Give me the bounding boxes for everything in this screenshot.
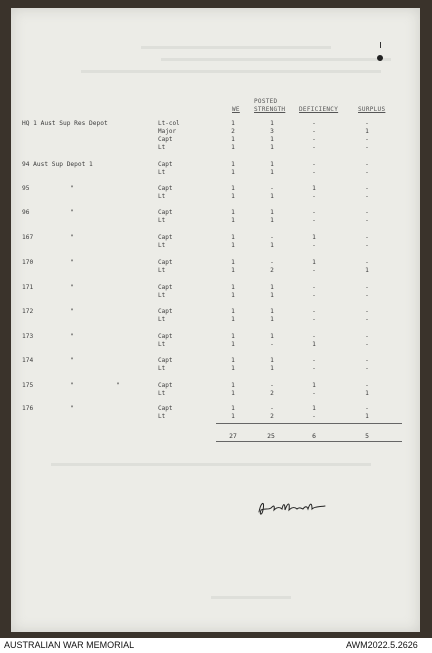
rank-label: Capt (158, 185, 173, 192)
cell-sur: - (365, 341, 369, 348)
unit-name: 171 (22, 284, 34, 291)
rank-label: Lt (158, 413, 166, 420)
cell-str: 1 (270, 365, 274, 372)
rank-label: Capt (158, 234, 173, 241)
unit-name: 174 (22, 357, 34, 364)
cell-def: 1 (312, 382, 316, 389)
cell-we: 2 (231, 128, 235, 135)
faded-text-line (161, 58, 391, 61)
cell-we: 1 (231, 292, 235, 299)
cell-sur: 1 (365, 413, 369, 420)
ditto-mark: " (70, 259, 74, 266)
total-surplus: 5 (365, 432, 369, 440)
cell-def: - (312, 161, 316, 168)
cell-def: - (312, 292, 316, 299)
cell-def: 1 (312, 234, 316, 241)
unit-name: 170 (22, 259, 34, 266)
rank-label: Lt (158, 390, 166, 397)
faded-stamp (211, 596, 291, 599)
faded-text-line (81, 70, 381, 73)
cell-sur: - (365, 169, 369, 176)
cell-sur: - (365, 308, 369, 315)
cell-def: - (312, 413, 316, 420)
cell-str: 2 (270, 267, 274, 274)
cell-we: 1 (231, 357, 235, 364)
cell-sur: - (365, 259, 369, 266)
cell-sur: - (365, 405, 369, 412)
cell-def: - (312, 193, 316, 200)
header-posted: POSTED (254, 98, 278, 105)
cell-str: 1 (270, 161, 274, 168)
cell-def: - (312, 128, 316, 135)
cell-we: 1 (231, 120, 235, 127)
header-deficiency: DEFICIENCY (299, 106, 339, 113)
cell-str: 1 (270, 357, 274, 364)
cell-sur: - (365, 144, 369, 151)
ditto-mark: " (70, 185, 74, 192)
cell-str: 1 (270, 242, 274, 249)
totals-rule-top (216, 423, 402, 424)
cell-def: - (312, 120, 316, 127)
cell-sur: - (365, 382, 369, 389)
cell-we: 1 (231, 161, 235, 168)
cell-str: 2 (270, 390, 274, 397)
total-strength: 25 (267, 432, 275, 440)
cell-def: - (312, 209, 316, 216)
ditto-mark: " (70, 308, 74, 315)
cell-sur: 1 (365, 128, 369, 135)
cell-we: 1 (231, 413, 235, 420)
archive-footer (0, 638, 432, 653)
totals-rule-bottom (216, 441, 402, 442)
unit-name: 175 (22, 382, 34, 389)
cell-we: 1 (231, 284, 235, 291)
rank-label: Capt (158, 136, 173, 143)
rank-label: Lt (158, 217, 166, 224)
cell-sur: - (365, 242, 369, 249)
cell-def: - (312, 242, 316, 249)
cell-def: - (312, 169, 316, 176)
cell-str: - (270, 185, 274, 192)
rank-label: Capt (158, 161, 173, 168)
cell-we: 1 (231, 185, 235, 192)
cell-def: 1 (312, 405, 316, 412)
cell-str: 1 (270, 316, 274, 323)
total-we: 27 (229, 432, 237, 440)
rank-label: Lt (158, 267, 166, 274)
cell-we: 1 (231, 209, 235, 216)
cell-sur: - (365, 234, 369, 241)
ink-blot (377, 55, 383, 61)
unit-name: 172 (22, 308, 34, 315)
cell-str: 1 (270, 169, 274, 176)
cell-def: - (312, 333, 316, 340)
footer-reference: AWM2022.5.2626 (346, 640, 418, 650)
rank-label: Lt (158, 341, 166, 348)
footer-institution: AUSTRALIAN WAR MEMORIAL (4, 640, 135, 650)
ditto-mark: " (70, 234, 74, 241)
rank-label: Capt (158, 209, 173, 216)
rank-label: Lt (158, 144, 166, 151)
ditto-mark: " (70, 284, 74, 291)
cell-we: 1 (231, 341, 235, 348)
cell-we: 1 (231, 144, 235, 151)
unit-name: 176 (22, 405, 34, 412)
ink-mark (380, 42, 381, 48)
cell-we: 1 (231, 193, 235, 200)
cell-sur: - (365, 185, 369, 192)
cell-we: 1 (231, 136, 235, 143)
cell-def: - (312, 144, 316, 151)
unit-name: 94 Aust Sup Depot 1 (22, 161, 93, 168)
cell-str: 1 (270, 136, 274, 143)
rank-label: Capt (158, 308, 173, 315)
cell-sur: 1 (365, 390, 369, 397)
ditto-mark: " (70, 405, 74, 412)
header-strength: STRENGTH (254, 106, 286, 113)
cell-we: 1 (231, 382, 235, 389)
cell-def: - (312, 136, 316, 143)
cell-str: 3 (270, 128, 274, 135)
cell-we: 1 (231, 169, 235, 176)
unit-name: 167 (22, 234, 34, 241)
faded-text-line (141, 46, 331, 49)
cell-sur: - (365, 333, 369, 340)
cell-def: 1 (312, 185, 316, 192)
unit-name: HQ 1 Aust Sup Res Depot (22, 120, 108, 127)
cell-sur: - (365, 357, 369, 364)
ditto-mark: " (70, 333, 74, 340)
cell-sur: - (365, 365, 369, 372)
cell-def: - (312, 357, 316, 364)
cell-str: 1 (270, 217, 274, 224)
rank-label: Lt (158, 292, 166, 299)
rank-label: Capt (158, 405, 173, 412)
cell-def: - (312, 390, 316, 397)
rank-label: Lt (158, 365, 166, 372)
ditto-mark: " (70, 357, 74, 364)
handwritten-signature (255, 498, 335, 520)
rank-label: Capt (158, 284, 173, 291)
unit-name: 95 (22, 185, 30, 192)
cell-we: 1 (231, 259, 235, 266)
rank-label: Major (158, 128, 177, 135)
unit-name: 96 (22, 209, 30, 216)
rank-label: Capt (158, 357, 173, 364)
cell-def: - (312, 267, 316, 274)
cell-str: 2 (270, 413, 274, 420)
unit-name: 173 (22, 333, 34, 340)
cell-sur: - (365, 292, 369, 299)
ditto-mark: " (116, 382, 120, 389)
cell-str: 1 (270, 292, 274, 299)
cell-def: - (312, 316, 316, 323)
cell-def: 1 (312, 341, 316, 348)
rank-label: Lt (158, 316, 166, 323)
cell-sur: - (365, 161, 369, 168)
ditto-mark: " (70, 209, 74, 216)
cell-str: 1 (270, 333, 274, 340)
rank-label: Lt-col (158, 120, 180, 127)
cell-sur: - (365, 193, 369, 200)
header-we: WE (232, 106, 240, 113)
cell-sur: - (365, 136, 369, 143)
cell-def: - (312, 308, 316, 315)
rank-label: Capt (158, 259, 173, 266)
cell-sur: - (365, 284, 369, 291)
cell-str: 1 (270, 193, 274, 200)
cell-def: - (312, 365, 316, 372)
cell-str: - (270, 234, 274, 241)
cell-str: 1 (270, 120, 274, 127)
cell-sur: - (365, 120, 369, 127)
cell-we: 1 (231, 333, 235, 340)
cell-we: 1 (231, 390, 235, 397)
cell-we: 1 (231, 267, 235, 274)
cell-str: 1 (270, 209, 274, 216)
cell-str: 1 (270, 308, 274, 315)
total-deficiency: 6 (312, 432, 316, 440)
cell-def: - (312, 284, 316, 291)
cell-we: 1 (231, 308, 235, 315)
cell-sur: - (365, 316, 369, 323)
cell-sur: 1 (365, 267, 369, 274)
cell-str: - (270, 405, 274, 412)
cell-sur: - (365, 217, 369, 224)
cell-def: 1 (312, 259, 316, 266)
cell-str: - (270, 382, 274, 389)
rank-label: Capt (158, 333, 173, 340)
cell-str: - (270, 259, 274, 266)
faded-text-line (51, 463, 371, 466)
cell-sur: - (365, 209, 369, 216)
cell-we: 1 (231, 405, 235, 412)
cell-we: 1 (231, 365, 235, 372)
rank-label: Lt (158, 169, 166, 176)
cell-we: 1 (231, 217, 235, 224)
cell-we: 1 (231, 316, 235, 323)
rank-label: Lt (158, 242, 166, 249)
cell-str: - (270, 341, 274, 348)
cell-str: 1 (270, 144, 274, 151)
cell-we: 1 (231, 242, 235, 249)
cell-str: 1 (270, 284, 274, 291)
cell-we: 1 (231, 234, 235, 241)
header-surplus: SURPLUS (358, 106, 386, 113)
ditto-mark: " (70, 382, 74, 389)
cell-def: - (312, 217, 316, 224)
rank-label: Lt (158, 193, 166, 200)
rank-label: Capt (158, 382, 173, 389)
document-page (11, 8, 420, 632)
